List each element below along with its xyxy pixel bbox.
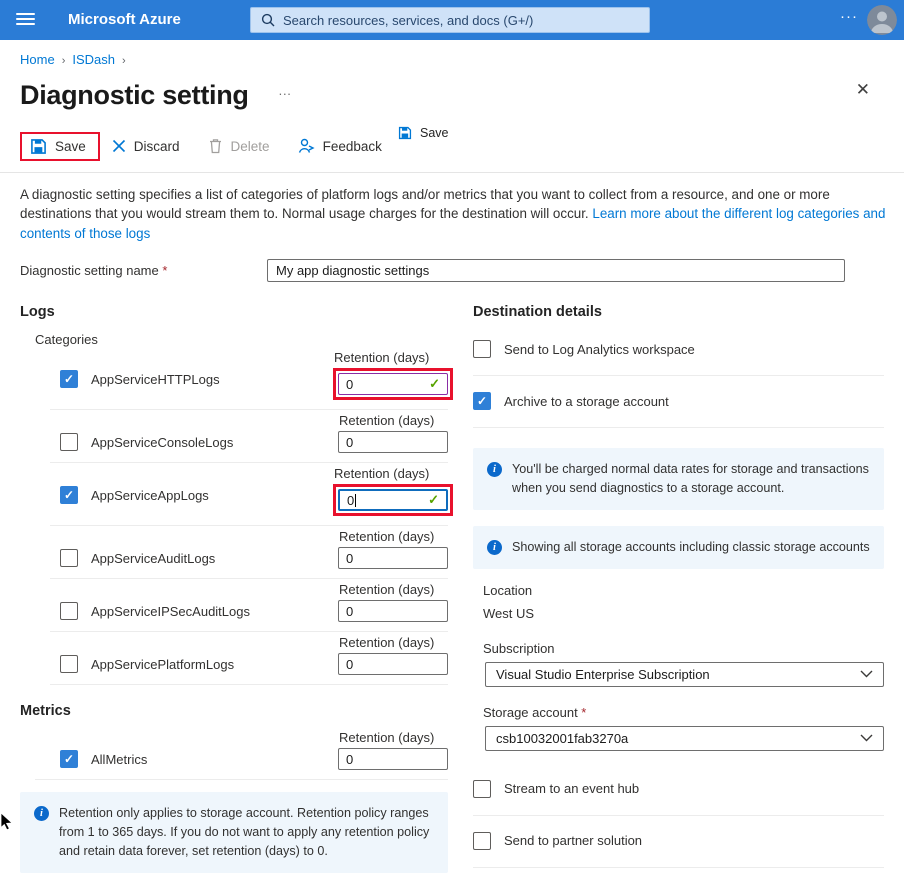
location-value: West US xyxy=(483,605,535,621)
destination-option-row xyxy=(473,764,884,816)
destination-option-row xyxy=(473,324,884,376)
storage-account-value: csb10032001fab3270a xyxy=(496,730,629,746)
brand-title: Microsoft Azure xyxy=(68,11,181,28)
ghost-save-label: Save xyxy=(420,126,449,140)
logs-heading: Logs xyxy=(20,304,55,321)
info-icon: i xyxy=(487,540,502,555)
retention-input[interactable]: 0 xyxy=(338,748,448,770)
hamburger-menu-icon[interactable] xyxy=(16,13,35,28)
checkbox-allmetrics[interactable]: ✓ xyxy=(60,750,78,768)
diagnostic-name-row xyxy=(20,259,904,282)
log-category-row xyxy=(50,526,448,579)
showing-info-box xyxy=(473,526,884,569)
azure-top-bar xyxy=(0,0,904,40)
retention-input[interactable]: 0 xyxy=(338,653,448,675)
checkbox-log-analytics[interactable] xyxy=(473,340,491,358)
archive-storage-label: Archive to a storage account xyxy=(504,393,669,409)
save-button-annotation xyxy=(20,132,100,161)
retention-info-box xyxy=(20,792,448,873)
charged-info-box xyxy=(473,448,884,510)
info-icon: i xyxy=(487,462,502,477)
search-icon xyxy=(261,13,275,27)
log-category-row xyxy=(50,632,448,685)
subscription-label: Subscription xyxy=(483,640,555,656)
destination-option-row xyxy=(473,376,884,428)
location-label: Location xyxy=(483,582,533,598)
checkbox-appserviceipsecauditlogs[interactable] xyxy=(60,602,78,620)
retention-annotation xyxy=(333,368,453,400)
log-category-label: AppServiceIPSecAuditLogs xyxy=(91,603,250,619)
avatar[interactable] xyxy=(867,5,897,35)
retention-days-label: Retention (days) xyxy=(339,413,435,429)
feedback-button[interactable] xyxy=(298,138,382,154)
retention-annotation xyxy=(333,484,453,516)
charged-info-text: You'll be charged normal data rates for storage and transactions when you send diagnostics to a storage account. xyxy=(512,462,869,496)
page-description xyxy=(20,185,888,243)
retention-days-label: Retention (days) xyxy=(334,350,430,366)
showing-info-text: Showing all storage accounts including classic storage accounts xyxy=(512,540,870,555)
partner-solution-label: Send to partner solution xyxy=(504,833,643,849)
chevron-down-icon xyxy=(860,670,873,678)
checkbox-appservicehttplogs[interactable] xyxy=(60,370,78,388)
log-category-row xyxy=(50,410,448,463)
retention-input[interactable]: 0 xyxy=(338,547,448,569)
categories-label: Categories xyxy=(35,332,98,348)
retention-days-label: Retention (days) xyxy=(339,582,435,598)
destination-option-row xyxy=(473,816,884,868)
text-caret xyxy=(355,494,356,507)
page-title: Diagnostic setting xyxy=(20,80,249,110)
retention-days-label: Retention (days) xyxy=(339,635,435,651)
discard-icon xyxy=(112,139,126,153)
retention-days-label: Retention (days) xyxy=(339,529,435,545)
log-category-label: AppServicePlatformLogs xyxy=(91,656,235,672)
log-category-label: AppServiceHTTPLogs xyxy=(91,371,220,387)
metrics-row xyxy=(35,727,448,780)
log-category-label: AppServiceConsoleLogs xyxy=(91,434,234,450)
ghost-save-button xyxy=(398,126,449,140)
content-columns xyxy=(20,298,904,873)
retention-input[interactable]: 0 ✓ xyxy=(338,373,448,395)
checkbox-archive-storage[interactable]: ✓ xyxy=(473,392,491,410)
close-icon[interactable]: ✕ xyxy=(855,80,870,99)
log-category-label: AppServiceAuditLogs xyxy=(91,550,216,566)
save-label: Save xyxy=(55,138,86,154)
title-row xyxy=(20,80,884,114)
log-category-label: AppServiceAppLogs xyxy=(91,487,209,503)
diagnostic-name-input[interactable] xyxy=(267,259,845,282)
metrics-heading: Metrics xyxy=(20,703,71,720)
save-icon xyxy=(30,138,47,155)
feedback-label: Feedback xyxy=(322,138,382,154)
subscription-block xyxy=(483,641,884,687)
info-icon: i xyxy=(34,806,49,821)
location-block xyxy=(483,583,884,621)
chevron-down-icon xyxy=(860,734,873,742)
checkbox-appserviceauditlogs[interactable] xyxy=(60,549,78,567)
log-category-row xyxy=(50,347,448,410)
search-input[interactable] xyxy=(283,13,639,28)
save-icon xyxy=(398,126,412,140)
retention-input[interactable]: 0 xyxy=(338,600,448,622)
destination-heading: Destination details xyxy=(473,304,602,321)
checkbox-event-hub[interactable] xyxy=(473,780,491,798)
learn-more-link[interactable]: Learn more about the different log categories and contents of those logs xyxy=(20,206,886,241)
global-search[interactable] xyxy=(250,7,650,33)
description-text: A diagnostic setting specifies a list of categories of platform logs and/or metrics that you want to collect from a resource, and one or more destinations that you would stream them to. Normal usage charges for the destination will occur. xyxy=(20,187,830,222)
retention-input-focused[interactable]: 0 ✓ xyxy=(338,489,448,511)
log-analytics-label: Send to Log Analytics workspace xyxy=(504,341,695,357)
breadcrumb xyxy=(0,40,904,67)
subscription-select[interactable] xyxy=(485,662,884,687)
log-category-row xyxy=(50,579,448,632)
retention-days-label: Retention (days) xyxy=(339,730,435,746)
subscription-value: Visual Studio Enterprise Subscription xyxy=(496,666,710,682)
breadcrumb-separator: › xyxy=(122,55,126,67)
breadcrumb-home[interactable]: Home xyxy=(20,52,55,67)
metrics-label: AllMetrics xyxy=(91,751,148,767)
delete-label: Delete xyxy=(230,138,270,154)
save-button[interactable] xyxy=(30,138,86,155)
checkbox-appserviceplatformlogs[interactable] xyxy=(60,655,78,673)
destination-column xyxy=(455,298,884,868)
breadcrumb-isdash[interactable]: ISDash xyxy=(72,52,115,67)
checkbox-partner-solution[interactable] xyxy=(473,832,491,850)
checkbox-appserviceconsolelogs[interactable] xyxy=(60,433,78,451)
diagnostic-name-label: Diagnostic setting name * xyxy=(20,263,168,279)
logs-column xyxy=(20,298,448,873)
command-toolbar xyxy=(20,129,904,163)
feedback-icon xyxy=(298,138,315,154)
storage-account-block xyxy=(483,705,884,751)
more-options-icon[interactable]: ··· xyxy=(840,8,858,25)
check-icon: ✓ xyxy=(63,372,75,387)
required-asterisk: * xyxy=(162,263,168,279)
discard-button[interactable] xyxy=(112,139,180,154)
mouse-cursor xyxy=(0,813,16,833)
event-hub-label: Stream to an event hub xyxy=(504,781,640,797)
discard-label: Discard xyxy=(133,138,180,154)
log-category-row xyxy=(50,463,448,526)
storage-account-label: Storage account * xyxy=(483,704,587,720)
valid-check-icon: ✓ xyxy=(429,376,440,392)
toolbar-divider xyxy=(0,172,904,173)
delete-button[interactable] xyxy=(208,138,270,154)
checkbox-appserviceapplogs[interactable]: ✓ xyxy=(60,486,78,504)
valid-check-icon: ✓ xyxy=(428,492,439,508)
retention-input[interactable]: 0 xyxy=(338,431,448,453)
required-asterisk: * xyxy=(581,704,587,720)
retention-days-label: Retention (days) xyxy=(334,466,430,482)
delete-icon xyxy=(208,138,223,154)
title-more-icon[interactable]: ··· xyxy=(278,86,292,101)
breadcrumb-separator: › xyxy=(61,55,66,67)
retention-info-text: Retention only applies to storage account. Retention policy ranges from 1 to 365 days. If you do not want to apply any retention policy and retain data forever, set retention (days) to 0. xyxy=(59,806,430,859)
storage-account-select[interactable] xyxy=(485,726,884,751)
